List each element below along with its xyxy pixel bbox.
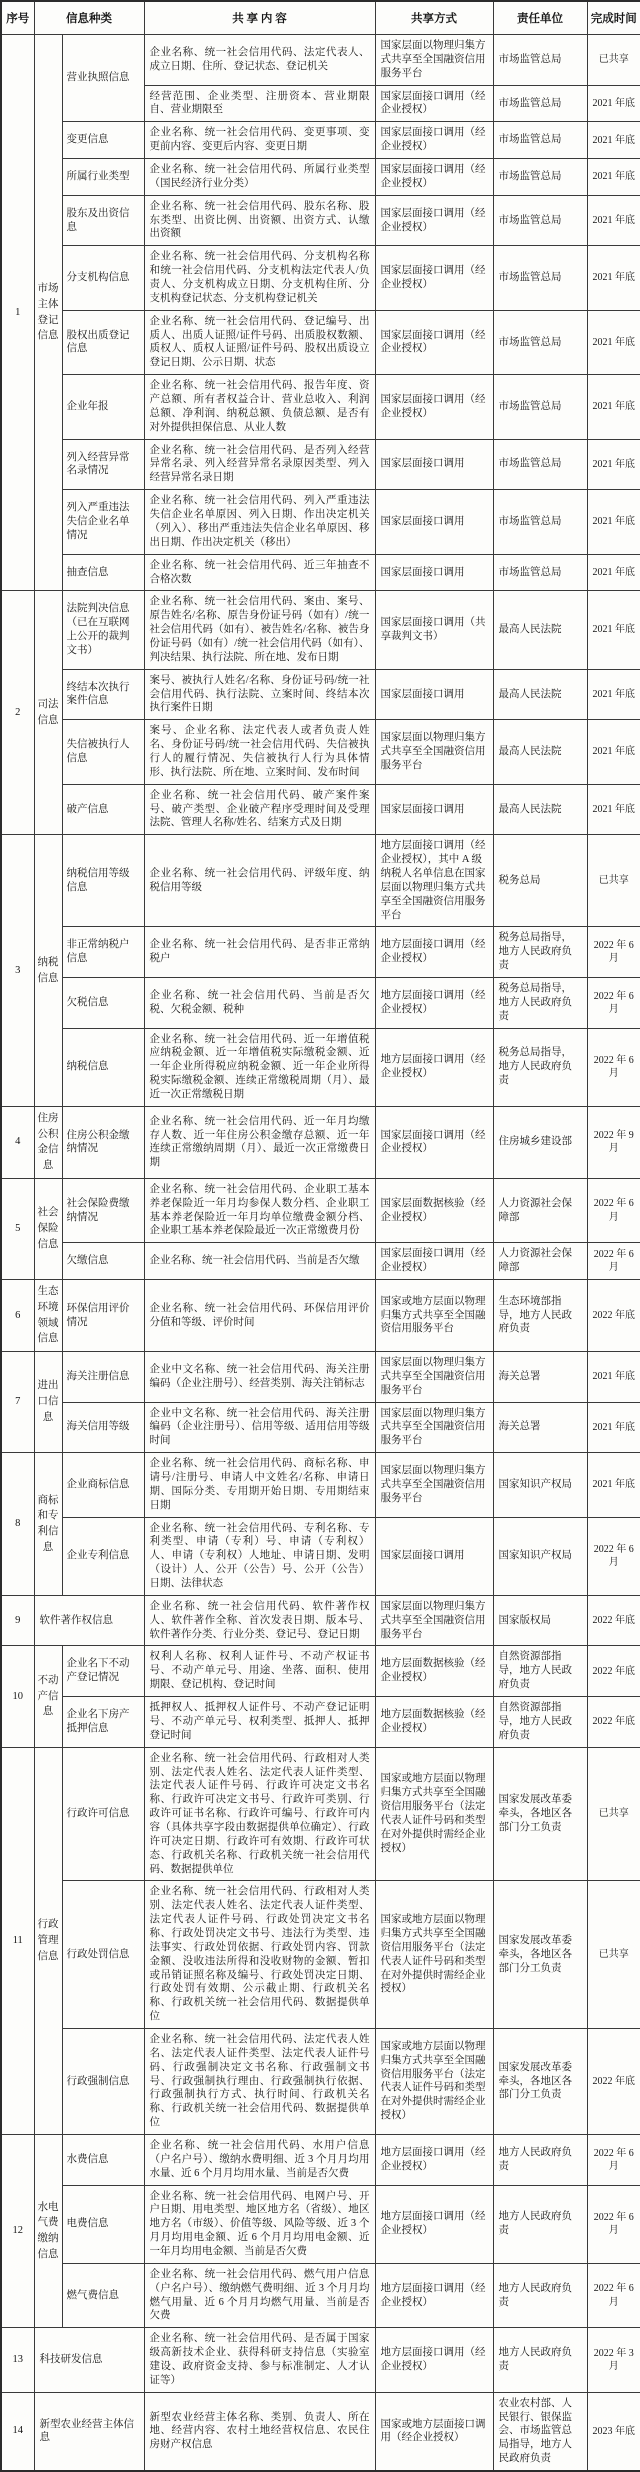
completion-time-cell: 2021 年底 xyxy=(587,375,640,439)
completion-time-cell: 2021 年底 xyxy=(587,490,640,554)
share-method-cell: 国家或地方层面以物理归集方式共享至全国融资信用服务平台（法定代表人证件号码和类型在对外提供时需经企业授权） xyxy=(375,1881,493,2029)
table-row xyxy=(1,159,640,196)
share-method-cell: 国家层面接口调用（经企业授权） xyxy=(375,246,493,310)
responsible-unit-cell: 住房城乡建设部 xyxy=(493,1106,587,1178)
row-number-cell: 9 xyxy=(1,1595,34,1646)
info-type-cell: 企业专利信息 xyxy=(62,1517,144,1595)
shared-content-cell: 企业名称、统一社会信用代码、变更事项、变更前内容、变更后内容、变更日期 xyxy=(144,122,375,159)
table-row xyxy=(1,2392,640,2471)
info-type-cell: 终结本次执行案件信息 xyxy=(62,669,144,720)
responsible-unit-cell: 地方人民政府负责 xyxy=(493,2328,587,2392)
shared-content-cell: 企业名称、统一社会信用代码、分支机构名称和统一社会信用代码、分支机构法定代表人/负责人、分支机构成立日期、分支机构住所、分支机构登记状态、分支机构登记机关 xyxy=(144,246,375,310)
shared-content-cell: 企业名称、统一社会信用代码、法定代表人姓名、法定代表人证件类型、法定代表人证件号码、行政强制决定文书名称、行政强制文书号、行政强制执行理由、行政强制执行依据、行政强制执行方式、执行时间、行政机关名称、行政机关统一社会信用代码、数据提供单位 xyxy=(144,2028,375,2134)
info-type-cell: 行政许可信息 xyxy=(62,1747,144,1881)
info-type-cell: 企业商标信息 xyxy=(62,1453,144,1517)
category-cell: 软件著作权信息 xyxy=(34,1595,144,1646)
info-type-cell: 燃气费信息 xyxy=(62,2263,144,2327)
responsible-unit-cell: 市场监管总局 xyxy=(493,159,587,196)
info-type-cell: 企业名下不动产登记情况 xyxy=(62,1646,144,1697)
responsible-unit-cell: 税务总局指导，地方人民政府负责 xyxy=(493,1028,587,1106)
row-number-cell: 8 xyxy=(1,1453,34,1596)
category-cell: 行政管理信息 xyxy=(34,1747,62,2134)
responsible-unit-cell: 国家知识产权局 xyxy=(493,1517,587,1595)
shared-content-cell: 企业名称、统一社会信用代码、所属行业类型（国民经济行业分类） xyxy=(144,159,375,196)
completion-time-cell: 2021 年底 xyxy=(587,159,640,196)
responsible-unit-cell: 国家发展改革委牵头，各地区各部门分工负责 xyxy=(493,2028,587,2134)
shared-content-cell: 企业名称、统一社会信用代码、是否非正常纳税户 xyxy=(144,927,375,978)
table-row xyxy=(1,246,640,310)
table-row xyxy=(1,122,640,159)
header-shared-content: 共 享 内 容 xyxy=(144,1,375,35)
table-row xyxy=(1,669,640,720)
shared-content-cell: 企业中文名称、统一社会信用代码、海关注册编码（企业注册号）、信用等级、适用信用等级时间 xyxy=(144,1402,375,1453)
share-method-cell: 地方层面接口调用（经企业授权） xyxy=(375,2185,493,2263)
responsible-unit-cell: 市场监管总局 xyxy=(493,310,587,374)
shared-content-cell: 企业名称、统一社会信用代码、电网户号、开户日期、用电类型、地区地方名（省级）、地区地方名（市级）、价值等级、风险等级、近 3 个月月均用电金额、近 6 个月月均用电金额、近一年月均用电金额、当前是否欠费 xyxy=(144,2185,375,2263)
header-completion-time: 完成时间 xyxy=(587,1,640,35)
row-number-cell: 10 xyxy=(1,1646,34,1747)
responsible-unit-cell: 国家版权局 xyxy=(493,1595,587,1646)
shared-content-cell: 企业名称、统一社会信用代码、当前是否欠税、欠税金额、税种 xyxy=(144,977,375,1028)
share-method-cell: 国家或地方层面以物理归集方式共享至全国融资信用服务平台 xyxy=(375,1280,493,1352)
completion-time-cell: 2022 年底 xyxy=(587,1280,640,1352)
shared-content-cell: 经营范围、企业类型、注册资本、营业期限自、营业期限至 xyxy=(144,85,375,122)
share-method-cell: 国家层面以物理归集方式共享至全国融资信用服务平台 xyxy=(375,1352,493,1403)
table-row xyxy=(1,2028,640,2134)
shared-content-cell: 企业名称、统一社会信用代码、水用户信息（户名户号）、缴纳水费明细、近 3 个月月均用水量、近 6 个月月均用水量、当前是否欠费 xyxy=(144,2134,375,2185)
shared-content-cell: 案号、被执行人姓名/名称、身份证号码/统一社会信用代码、执行法院、立案时间、终结本次执行案件日期 xyxy=(144,669,375,720)
table-row xyxy=(1,1697,640,1748)
table-row xyxy=(1,1178,640,1242)
row-number-cell: 12 xyxy=(1,2134,34,2327)
info-type-cell: 住房公积金缴纳情况 xyxy=(62,1106,144,1178)
table-header xyxy=(1,1,640,35)
info-type-cell: 抽查信息 xyxy=(62,554,144,591)
info-type-cell: 列入严重违法失信企业名单情况 xyxy=(62,490,144,554)
completion-time-cell: 2022 年底 xyxy=(587,1595,640,1646)
completion-time-cell: 2022 年底 xyxy=(587,2028,640,2134)
responsible-unit-cell: 市场监管总局 xyxy=(493,122,587,159)
responsible-unit-cell: 海关总署 xyxy=(493,1402,587,1453)
responsible-unit-cell: 市场监管总局 xyxy=(493,439,587,490)
table-row xyxy=(1,1646,640,1697)
completion-time-cell: 2022 年 3 月 xyxy=(587,2328,640,2392)
share-method-cell: 国家层面接口调用（经企业授权） xyxy=(375,310,493,374)
share-method-cell: 国家层面接口调用 xyxy=(375,554,493,591)
info-type-cell: 变更信息 xyxy=(62,122,144,159)
completion-time-cell: 2021 年底 xyxy=(587,591,640,669)
info-type-cell: 行政处罚信息 xyxy=(62,1881,144,2029)
table-row xyxy=(1,35,640,86)
table-row xyxy=(1,835,640,927)
share-method-cell: 国家层面接口调用 xyxy=(375,669,493,720)
info-type-cell: 企业名下房产抵押信息 xyxy=(62,1697,144,1748)
completion-time-cell: 2022 年 6 月 xyxy=(587,2263,640,2327)
shared-content-cell: 企业名称、统一社会信用代码、行政相对人类别、法定代表人姓名、法定代表人证件类型、法定代表人证件号码、行政处罚决定文书名称、行政处罚决定文书号、违法行为类型、违法事实、行政处罚依据、行政处罚内容、罚款金额、没收违法所得和没收财物的金额、暂扣或吊销证照名称及编号、行政处罚决定日期、行政处罚有效期、公示截止期、行政机关名称、行政机关统一社会信用代码、数据提供单位 xyxy=(144,1881,375,2029)
share-method-cell: 国家层面接口调用（经企业授权） xyxy=(375,375,493,439)
table-row xyxy=(1,720,640,784)
row-number-cell: 3 xyxy=(1,835,34,1107)
shared-content-cell: 权利人名称、权利人证件号、不动产权证书号、不动产单元号、用途、坐落、面积、使用期限、登记机构、登记时间 xyxy=(144,1646,375,1697)
shared-content-cell: 案号、企业名称、法定代表人或者负责人姓名、身份证号码/统一社会信用代码、失信被执行人的履行情况、失信被执行人行为具体情形、执行法院、所在地、立案时间、发布时间 xyxy=(144,720,375,784)
share-method-cell: 国家层面以物理归集方式共享至全国融资信用服务平台 xyxy=(375,1453,493,1517)
info-type-cell: 企业年报 xyxy=(62,375,144,439)
share-method-cell: 国家层面接口调用（经企业授权） xyxy=(375,1243,493,1280)
table-row xyxy=(1,1453,640,1517)
shared-content-cell: 企业名称、统一社会信用代码、是否列入经营异常名录、列入经营异常名录原因类型、列入经营异常名录日期 xyxy=(144,439,375,490)
responsible-unit-cell: 人力资源社会保障部 xyxy=(493,1178,587,1242)
responsible-unit-cell: 国家发展改革委牵头，各地区各部门分工负责 xyxy=(493,1747,587,1881)
share-method-cell: 国家层面接口调用 xyxy=(375,784,493,835)
info-type-cell: 失信被执行人信息 xyxy=(62,720,144,784)
share-method-cell: 国家或地方层面以物理归集方式共享至全国融资信用服务平台（法定代表人证件号码和类型在对外提供时需经企业授权） xyxy=(375,1747,493,1881)
shared-content-cell: 企业名称、统一社会信用代码、案由、案号、原告姓名/名称、原告身份证号码（如有）/统一社会信用代码（如有）、被告姓名/名称、被告身份证号码（如有）/统一社会信用代码（如有）、判决结果、执行法院、所在地、发布日期 xyxy=(144,591,375,669)
table-row xyxy=(1,2328,640,2392)
table-row xyxy=(1,554,640,591)
category-cell: 进出口信息 xyxy=(34,1352,62,1453)
category-cell: 社会保险信息 xyxy=(34,1178,62,1279)
row-number-cell: 13 xyxy=(1,2328,34,2392)
responsible-unit-cell: 自然资源部指导，地方人民政府负责 xyxy=(493,1646,587,1697)
share-method-cell: 地方层面接口调用（经企业授权） xyxy=(375,927,493,978)
share-method-cell: 地方层面接口调用（经企业授权） xyxy=(375,2134,493,2185)
header-no: 序号 xyxy=(1,1,34,35)
info-type-cell: 行政强制信息 xyxy=(62,2028,144,2134)
completion-time-cell: 2021 年底 xyxy=(587,310,640,374)
table-row xyxy=(1,1352,640,1403)
shared-content-cell: 企业名称、统一社会信用代码、登记编号、出质人、出质人证照/证件号码、出质股权数额、质权人、质权人证照/证件号码、股权出质设立登记日期、公示日期、状态 xyxy=(144,310,375,374)
info-type-cell: 分支机构信息 xyxy=(62,246,144,310)
responsible-unit-cell: 国家发展改革委牵头，各地区各部门分工负责 xyxy=(493,1881,587,2029)
responsible-unit-cell: 人力资源社会保障部 xyxy=(493,1243,587,1280)
responsible-unit-cell: 生态环境部指导，地方人民政府负责 xyxy=(493,1280,587,1352)
completion-time-cell: 2021 年底 xyxy=(587,439,640,490)
table-row xyxy=(1,977,640,1028)
share-method-cell: 国家层面以物理归集方式共享至全国融资信用服务平台 xyxy=(375,720,493,784)
shared-content-cell: 企业名称、统一社会信用代码、企业职工基本养老保险近一年月均参保人数分档、企业职工基本养老保险近一年月均单位缴费金额分档、企业职工基本养老保险最近一次正常缴费月份 xyxy=(144,1178,375,1242)
header-share-method: 共享方式 xyxy=(375,1,493,35)
info-type-cell: 纳税信用等级信息 xyxy=(62,835,144,927)
row-number-cell: 2 xyxy=(1,591,34,835)
completion-time-cell: 2022 年 6 月 xyxy=(587,1243,640,1280)
category-cell: 市场主体登记信息 xyxy=(34,35,62,591)
table-row xyxy=(1,195,640,246)
share-method-cell: 国家或地方层面以物理归集方式共享至全国融资信用服务平台（法定代表人证件号码和类型在对外提供时需经企业授权） xyxy=(375,2028,493,2134)
info-type-cell: 水费信息 xyxy=(62,2134,144,2185)
share-method-cell: 地方层面接口调用（经企业授权） xyxy=(375,977,493,1028)
responsible-unit-cell: 最高人民法院 xyxy=(493,591,587,669)
info-type-cell: 股东及出资信息 xyxy=(62,195,144,246)
completion-time-cell: 2021 年底 xyxy=(587,554,640,591)
share-method-cell: 地方层面接口调用（经企业授权） xyxy=(375,2328,493,2392)
table-row xyxy=(1,310,640,374)
shared-content-cell: 企业名称、统一社会信用代码、软件著作权人、软件著作全称、首次发表日期、版本号、软件著作分类、行业分类、登记号、登记日期 xyxy=(144,1595,375,1646)
completion-time-cell: 2021 年底 xyxy=(587,195,640,246)
header-info-type: 信息种类 xyxy=(34,1,144,35)
shared-content-cell: 企业名称、统一社会信用代码、股东名称、股东类型、出资比例、出资额、出资方式、认缴出资额 xyxy=(144,195,375,246)
table-row xyxy=(1,1280,640,1352)
row-number-cell: 1 xyxy=(1,35,34,591)
info-type-cell: 欠缴信息 xyxy=(62,1243,144,1280)
table-row xyxy=(1,927,640,978)
info-type-cell: 非正常纳税户信息 xyxy=(62,927,144,978)
shared-content-cell: 企业名称、统一社会信用代码、破产案件案号、破产类型、企业破产程序受理时间及受理法院、管理人名称/姓名、结案方式及日期 xyxy=(144,784,375,835)
shared-content-cell: 企业名称、统一社会信用代码、近三年抽查不合格次数 xyxy=(144,554,375,591)
responsible-unit-cell: 市场监管总局 xyxy=(493,490,587,554)
category-cell: 商标和专利信息 xyxy=(34,1453,62,1596)
table-row xyxy=(1,591,640,669)
completion-time-cell: 2021 年底 xyxy=(587,1402,640,1453)
header-responsible-unit: 责任单位 xyxy=(493,1,587,35)
responsible-unit-cell: 自然资源部指导，地方人民政府负责 xyxy=(493,1697,587,1748)
share-method-cell: 地方层面接口调用（经企业授权） xyxy=(375,2263,493,2327)
info-type-cell: 海关注册信息 xyxy=(62,1352,144,1403)
row-number-cell: 11 xyxy=(1,1747,34,2134)
responsible-unit-cell: 市场监管总局 xyxy=(493,195,587,246)
share-method-cell: 国家层面接口调用 xyxy=(375,490,493,554)
shared-content-cell: 企业名称、统一社会信用代码、是否属于国家级高新技术企业、获得科研支持信息（实验室建设、政府资金支持、参与标准制定、人才认证等） xyxy=(144,2328,375,2392)
completion-time-cell: 2022 年 6 月 xyxy=(587,927,640,978)
shared-content-cell: 新型农业经营主体名称、类别、负责人、所在地、经营内容、农村土地经营权信息、农民住房财产权信息 xyxy=(144,2392,375,2471)
share-method-cell: 地方层面接口调用（经企业授权），其中 A 级纳税人名单信息在国家层面以物理归集方式共享至全国融资信用服务平台 xyxy=(375,835,493,927)
shared-content-cell: 企业名称、统一社会信用代码、列入严重违法失信企业名单原因、列入日期、作出决定机关（列入）、移出严重违法失信企业名单原因、移出日期、作出决定机关（移出） xyxy=(144,490,375,554)
row-number-cell: 5 xyxy=(1,1178,34,1279)
info-type-cell: 所属行业类型 xyxy=(62,159,144,196)
completion-time-cell: 已共享 xyxy=(587,1747,640,1881)
info-type-cell: 股权出质登记信息 xyxy=(62,310,144,374)
category-cell: 水电气费缴纳信息 xyxy=(34,2134,62,2327)
share-method-cell: 国家层面接口调用（经企业授权） xyxy=(375,85,493,122)
responsible-unit-cell: 国家知识产权局 xyxy=(493,1453,587,1517)
info-type-cell: 营业执照信息 xyxy=(62,35,144,122)
completion-time-cell: 2022 年底 xyxy=(587,1646,640,1697)
share-method-cell: 国家层面数据核验（经企业授权） xyxy=(375,1178,493,1242)
shared-content-cell: 企业名称、统一社会信用代码、报告年度、资产总额、所有者权益合计、营业总收入、利润总额、净利润、纳税总额、负债总额、是否有对外提供担保信息、从业人数 xyxy=(144,375,375,439)
shared-content-cell: 企业名称、统一社会信用代码、法定代表人、成立日期、住所、登记状态、登记机关 xyxy=(144,35,375,86)
share-method-cell: 国家层面接口调用 xyxy=(375,1517,493,1595)
completion-time-cell: 2022 年 6 月 xyxy=(587,1178,640,1242)
completion-time-cell: 2023 年底 xyxy=(587,2392,640,2471)
category-cell: 司法信息 xyxy=(34,591,62,835)
header-row xyxy=(1,1,640,35)
responsible-unit-cell: 市场监管总局 xyxy=(493,554,587,591)
share-method-cell: 国家层面接口调用（经企业授权） xyxy=(375,122,493,159)
info-type-cell: 电费信息 xyxy=(62,2185,144,2263)
responsible-unit-cell: 市场监管总局 xyxy=(493,246,587,310)
shared-content-cell: 企业名称、统一社会信用代码、当前是否欠缴 xyxy=(144,1243,375,1280)
info-type-cell: 环保信用评价情况 xyxy=(62,1280,144,1352)
table-row xyxy=(1,1402,640,1453)
completion-time-cell: 2021 年底 xyxy=(587,122,640,159)
info-type-cell: 纳税信息 xyxy=(62,1028,144,1106)
row-number-cell: 7 xyxy=(1,1352,34,1453)
completion-time-cell: 2021 年底 xyxy=(587,720,640,784)
shared-content-cell: 企业名称、统一社会信用代码、专利名称、专利类型、申请（专利）号、申请（专利权）人、申请（专利权）人地址、申请日期、发明（设计）人、公开（公告）号、公开（公告）日期、法律状态 xyxy=(144,1517,375,1595)
category-cell: 住房公积金信息 xyxy=(34,1106,62,1178)
row-number-cell: 6 xyxy=(1,1280,34,1352)
share-method-cell: 国家层面接口调用（经企业授权） xyxy=(375,159,493,196)
table-row xyxy=(1,1595,640,1646)
table-row xyxy=(1,1106,640,1178)
info-type-cell: 社会保险费缴纳情况 xyxy=(62,1178,144,1242)
row-number-cell: 14 xyxy=(1,2392,34,2471)
completion-time-cell: 2021 年底 xyxy=(587,1352,640,1403)
table-body xyxy=(1,35,640,2472)
responsible-unit-cell: 市场监管总局 xyxy=(493,375,587,439)
responsible-unit-cell: 地方人民政府负责 xyxy=(493,2185,587,2263)
shared-content-cell: 企业名称、统一社会信用代码、行政相对人类别、法定代表人姓名、法定代表人证件类型、法定代表人证件号码、行政许可决定文书名称、行政许可决定文书号、行政许可类别、行政许可证书名称、行政许可编号、行政许可内容（具体共享字段由数据提供单位确定）、行政许可决定日期、行政许可有效期、行政许可状态、行政机关名称、行政机关统一社会信用代码、数据提供单位 xyxy=(144,1747,375,1881)
table-row xyxy=(1,2185,640,2263)
shared-content-cell: 企业名称、统一社会信用代码、近一年月均缴存人数、近一年住房公积金缴存总额、近一年连续正常缴纳周期（月）、最近一次正常缴费日期 xyxy=(144,1106,375,1178)
completion-time-cell: 2021 年底 xyxy=(587,784,640,835)
table-row xyxy=(1,375,640,439)
shared-content-cell: 企业名称、统一社会信用代码、近一年增值税应纳税金额、近一年增值税实际缴税金额、近一年企业所得税应纳税金额、近一年企业所得税实际缴税金额、连续正常缴税周期（月）、最近一次正常缴税日期 xyxy=(144,1028,375,1106)
completion-time-cell: 2022 年 6 月 xyxy=(587,1028,640,1106)
responsible-unit-cell: 地方人民政府负责 xyxy=(493,2263,587,2327)
completion-time-cell: 2021 年底 xyxy=(587,246,640,310)
share-method-cell: 国家层面以物理归集方式共享至全国融资信用服务平台 xyxy=(375,35,493,86)
table-row xyxy=(1,784,640,835)
responsible-unit-cell: 海关总署 xyxy=(493,1352,587,1403)
completion-time-cell: 2021 年底 xyxy=(587,85,640,122)
table-row xyxy=(1,1028,640,1106)
category-cell: 新型农业经营主体信息 xyxy=(34,2392,144,2471)
category-cell: 生态环境领域信息 xyxy=(34,1280,62,1352)
shared-content-cell: 企业中文名称、统一社会信用代码、海关注册编码（企业注册号）、经营类别、海关注销标志 xyxy=(144,1352,375,1403)
responsible-unit-cell: 最高人民法院 xyxy=(493,669,587,720)
table-row xyxy=(1,439,640,490)
table-row xyxy=(1,1747,640,1881)
info-type-cell: 海关信用等级 xyxy=(62,1402,144,1453)
responsible-unit-cell: 地方人民政府负责 xyxy=(493,2134,587,2185)
completion-time-cell: 2022 年 6 月 xyxy=(587,2185,640,2263)
completion-time-cell: 2022 年 9 月 xyxy=(587,1106,640,1178)
share-method-cell: 国家层面接口调用 xyxy=(375,439,493,490)
share-method-cell: 国家层面接口调用（经企业授权） xyxy=(375,195,493,246)
shared-content-cell: 企业名称、统一社会信用代码、商标名称、申请号/注册号、申请人中文姓名/名称、申请日期、国际分类、专用期开始日期、专用期结束日期 xyxy=(144,1453,375,1517)
share-method-cell: 国家层面以物理归集方式共享至全国融资信用服务平台 xyxy=(375,1595,493,1646)
table-row xyxy=(1,1517,640,1595)
category-cell: 科技研发信息 xyxy=(34,2328,144,2392)
table-row xyxy=(1,1243,640,1280)
responsible-unit-cell: 税务总局指导，地方人民政府负责 xyxy=(493,977,587,1028)
responsible-unit-cell: 税务总局 xyxy=(493,835,587,927)
completion-time-cell: 2021 年底 xyxy=(587,1453,640,1517)
info-type-cell: 列入经营异常名录情况 xyxy=(62,439,144,490)
share-method-cell: 地方层面数据核验（经企业授权） xyxy=(375,1697,493,1748)
shared-content-cell: 企业名称、统一社会信用代码、燃气用户信息（户名户号）、缴纳燃气费明细、近 3 个月月均燃气用量、近 6 个月月均燃气用量、当前是否欠费 xyxy=(144,2263,375,2327)
completion-time-cell: 已共享 xyxy=(587,835,640,927)
responsible-unit-cell: 税务总局指导，地方人民政府负责 xyxy=(493,927,587,978)
info-type-cell: 破产信息 xyxy=(62,784,144,835)
info-type-cell: 法院判决信息（已在互联网上公开的裁判文书） xyxy=(62,591,144,669)
completion-time-cell: 已共享 xyxy=(587,35,640,86)
responsible-unit-cell: 农业农村部、人民银行、银保监会、市场监管总局指导，地方人民政府负责 xyxy=(493,2392,587,2471)
responsible-unit-cell: 最高人民法院 xyxy=(493,720,587,784)
share-method-cell: 国家层面以物理归集方式共享至全国融资信用服务平台 xyxy=(375,1402,493,1453)
share-method-cell: 国家或地方层面接口调用（经企业授权） xyxy=(375,2392,493,2471)
table-row xyxy=(1,490,640,554)
table-row xyxy=(1,2263,640,2327)
shared-content-cell: 抵押权人、抵押权人证件号、不动产登记证明号、不动产单元号、权利类型、抵押人、抵押登记时间 xyxy=(144,1697,375,1748)
shared-content-cell: 企业名称、统一社会信用代码、评级年度、纳税信用等级 xyxy=(144,835,375,927)
table-row xyxy=(1,1881,640,2029)
completion-time-cell: 2022 年 6 月 xyxy=(587,1517,640,1595)
completion-time-cell: 2022 年 6 月 xyxy=(587,977,640,1028)
category-cell: 纳税信息 xyxy=(34,835,62,1107)
share-method-cell: 地方层面接口调用（经企业授权） xyxy=(375,1028,493,1106)
row-number-cell: 4 xyxy=(1,1106,34,1178)
table-row xyxy=(1,2134,640,2185)
share-method-cell: 国家层面接口调用（共享裁判文书） xyxy=(375,591,493,669)
category-cell: 不动产信息 xyxy=(34,1646,62,1747)
completion-time-cell: 2021 年底 xyxy=(587,669,640,720)
share-method-cell: 地方层面数据核验（经企业授权） xyxy=(375,1646,493,1697)
responsible-unit-cell: 市场监管总局 xyxy=(493,85,587,122)
shared-content-cell: 企业名称、统一社会信用代码、环保信用评价分值和等级、评价时间 xyxy=(144,1280,375,1352)
info-type-cell: 欠税信息 xyxy=(62,977,144,1028)
completion-time-cell: 2022 年底 xyxy=(587,1697,640,1748)
responsible-unit-cell: 最高人民法院 xyxy=(493,784,587,835)
responsible-unit-cell: 市场监管总局 xyxy=(493,35,587,86)
completion-time-cell: 已共享 xyxy=(587,1881,640,2029)
completion-time-cell: 2022 年 6 月 xyxy=(587,2134,640,2185)
share-method-cell: 国家层面接口调用（经企业授权） xyxy=(375,1106,493,1178)
